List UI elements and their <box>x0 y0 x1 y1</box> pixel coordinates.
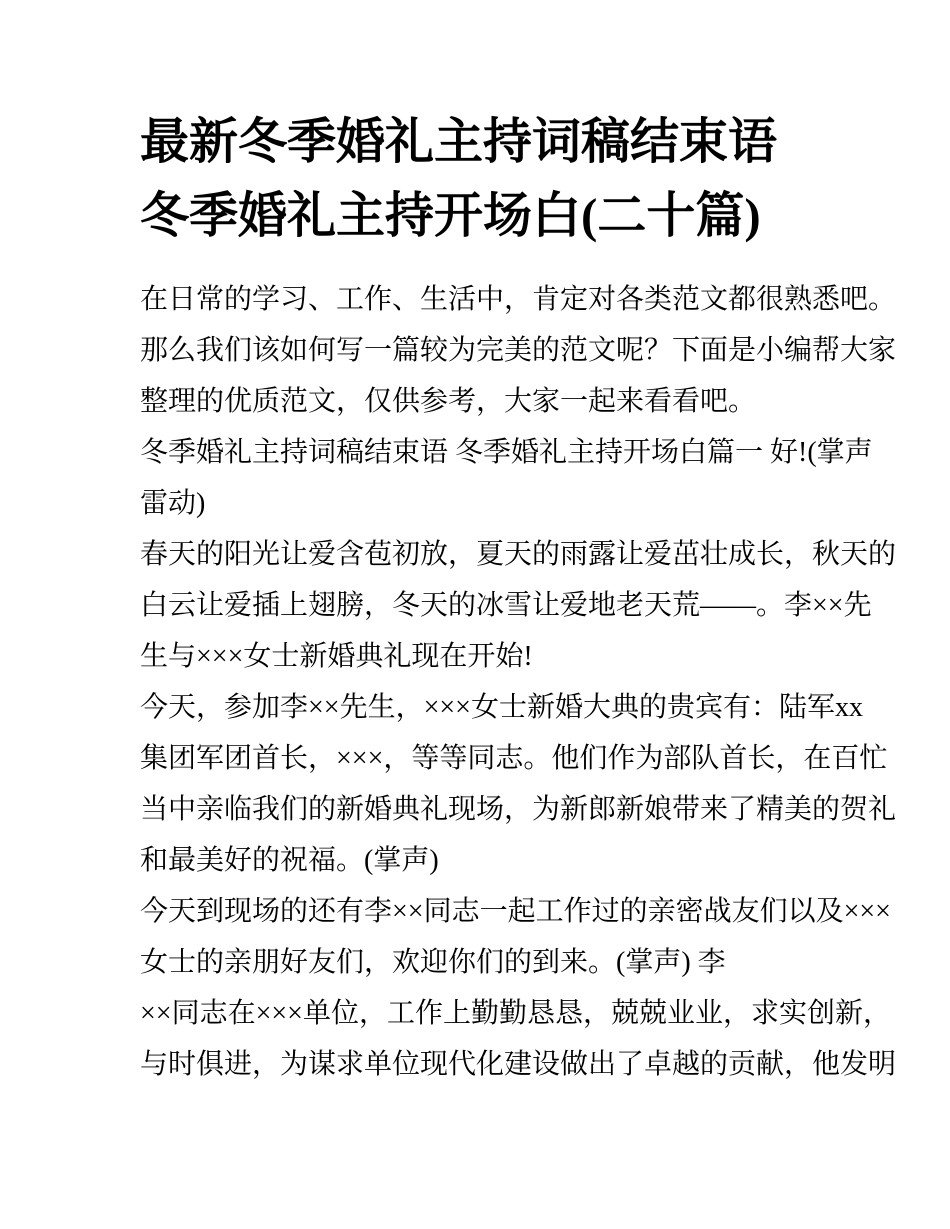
text-line: 生与×××女士新婚典礼现在开始! <box>140 641 533 672</box>
text-line: 今天到现场的还有李××同志一起工作过的亲密战友们以及××× <box>140 896 891 927</box>
doc-title-line-2: 冬季婚礼主持开场白(二十篇) <box>140 188 761 243</box>
text-line: 雷动) <box>140 488 206 519</box>
text-line: 集团军团首长，×××，等等同志。他们作为部队首长，在百忙 <box>140 743 888 774</box>
text-line: 女士的亲朋好友们，欢迎你们的到来。(掌声) 李 <box>140 947 726 978</box>
paragraph <box>140 274 897 427</box>
paragraph <box>140 682 897 886</box>
paragraph <box>140 529 897 682</box>
text-line: 和最美好的祝福。(掌声) <box>140 845 439 876</box>
document-content <box>140 105 897 1090</box>
text-line: ××同志在×××单位，工作上勤勤恳恳，兢兢业业，求实创新， <box>140 998 891 1029</box>
text-line: 那么我们该如何写一篇较为完美的范文呢？下面是小编帮大家 <box>140 335 897 366</box>
doc-body <box>140 274 897 1090</box>
doc-title <box>140 105 830 253</box>
text-line: 当中亲临我们的新婚典礼现场，为新郎新娘带来了精美的贺礼 <box>140 794 897 825</box>
text-line: 白云让爱插上翅膀，冬天的冰雪让爱地老天荒——。李××先 <box>140 590 872 621</box>
text-line: 春天的阳光让爱含苞初放，夏天的雨露让爱茁壮成长，秋天的 <box>140 539 897 570</box>
text-line: 冬季婚礼主持词稿结束语 冬季婚礼主持开场白篇一 好!(掌声 <box>140 437 873 468</box>
text-line: 在日常的学习、工作、生活中，肯定对各类范文都很熟悉吧。 <box>140 284 897 315</box>
text-line: 整理的优质范文，仅供参考，大家一起来看看吧。 <box>140 386 757 417</box>
doc-title-line-1: 最新冬季婚礼主持词稿结束语 <box>140 114 778 169</box>
text-line: 今天，参加李××先生，×××女士新婚大典的贵宾有：陆军xx <box>140 692 863 723</box>
text-line: 与时俱进，为谋求单位现代化建设做出了卓越的贡献，他发明 <box>140 1049 897 1080</box>
paragraph <box>140 427 873 529</box>
paragraph <box>140 886 897 1090</box>
